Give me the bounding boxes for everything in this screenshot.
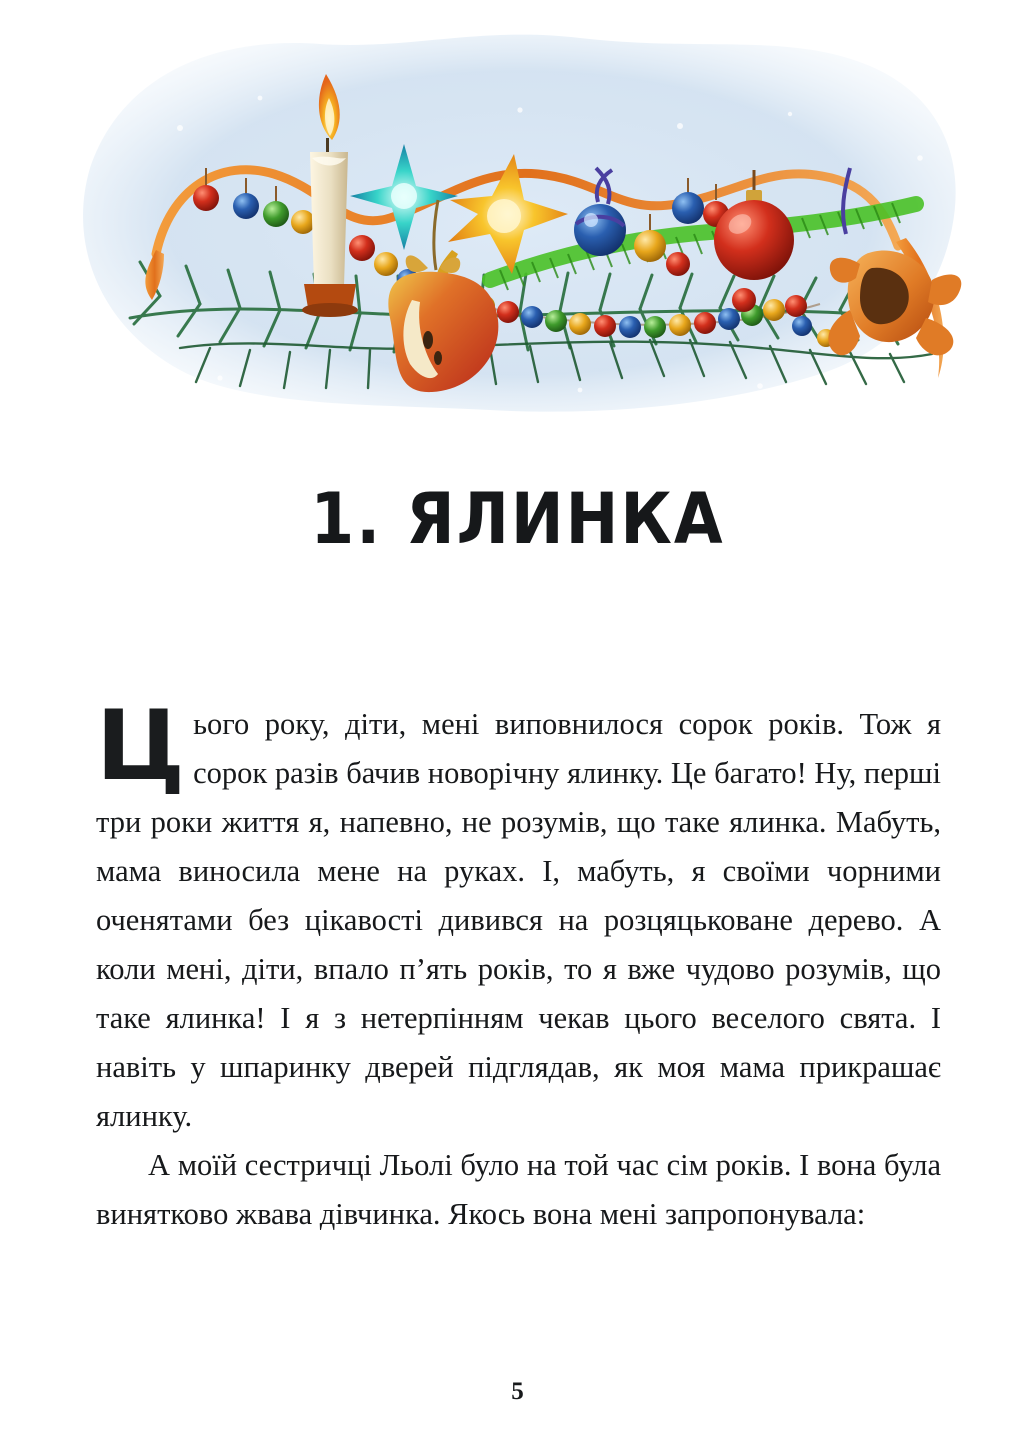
drop-cap: Ц xyxy=(96,690,186,802)
chapter-title: 1. ЯЛИНКА xyxy=(310,478,725,560)
illustration-christmas-branch xyxy=(60,18,975,448)
page-number: 5 xyxy=(511,1378,524,1405)
paragraph-1 xyxy=(96,690,941,1141)
body-text xyxy=(96,690,941,1239)
paragraph-1-text: ього року, діти, мені виповнилося сорок років. Тож я сорок разів бачив новорічну ялинку. Це багато! Ну, перші три роки життя я, напевно, не розумів, що таке ялинка. Мабуть, мама виносила мене на руках. І, мабуть, я своїми чорними оченятами без цікавості дивився на розцяцьковане дерево. А коли мені, діти, впало п’ять років, то я вже чудово розумів, що таке ялинка! І я з нетерпінням чекав цього веселого свята. І навіть у шпаринку дверей підглядав, як моя мама прикрашає ялинку. xyxy=(96,707,941,1133)
paragraph-2: А моїй сестричці Льолі було на той час сім років. І вона була винятково жвава дівчинка. Якось вона мені запропонувала: xyxy=(96,1148,941,1231)
